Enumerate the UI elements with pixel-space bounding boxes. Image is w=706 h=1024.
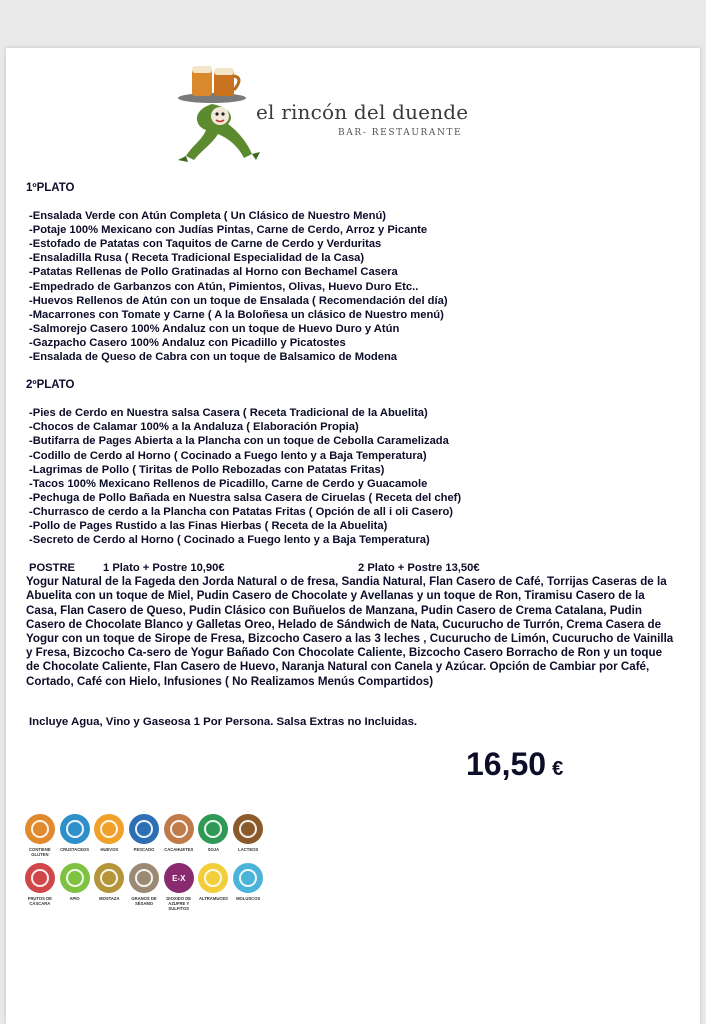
allergen-label: DIOXIDO DE AZUFRE Y SULFITOS: [166, 896, 192, 911]
list-item: -Ensaladilla Rusa ( Receta Tradicional Especialidad de la Casa): [29, 252, 365, 265]
allergen-mark: E-X: [172, 873, 186, 883]
allergen-item: [59, 814, 91, 857]
soy-icon: [198, 814, 228, 844]
allergen-item: [59, 863, 91, 911]
second-course-list: [29, 406, 686, 547]
allergen-label: MOLUSCOS: [236, 896, 261, 901]
crab-icon: [60, 814, 90, 844]
celery-icon: [60, 863, 90, 893]
list-item: -Potaje 100% Mexicano con Judías Pintas, Carne de Cerdo, Arroz y Picante: [29, 224, 428, 237]
second-course-title: 2ºPLATO: [26, 379, 75, 392]
list-item: -Gazpacho Casero 100% Andaluz con Picadillo y Picatostes: [29, 336, 346, 349]
list-item: -Chocos de Calamar 100% a la Andaluza ( Elaboración Propia): [29, 421, 359, 434]
list-item: -Pechuga de Pollo Bañada en Nuestra salsa Casera de Ciruelas ( Receta del chef): [29, 491, 462, 504]
allergen-label: CRUSTACEOS: [60, 847, 90, 852]
allergen-item: [163, 863, 195, 911]
nut-icon: [25, 863, 55, 893]
list-item: -Pollo de Pages Rustido a las Finas Hierbas ( Receta de la Abuelita): [29, 519, 388, 532]
allergen-item: [93, 814, 125, 857]
allergen-row: [24, 863, 264, 911]
list-item: -Patatas Rellenas de Pollo Gratinadas al Horno con Bechamel Casera: [29, 266, 398, 279]
allergen-item: [24, 863, 56, 911]
allergen-label: PESCADO: [133, 847, 155, 852]
allergen-label: HUEVOS: [100, 847, 119, 852]
allergen-item: [93, 863, 125, 911]
list-item: -Churrasco de cerdo a la Plancha con Patatas Fritas ( Opción de all i oli Casero): [29, 505, 454, 518]
allergen-legend: [24, 814, 264, 911]
egg-icon: [94, 814, 124, 844]
list-item: -Macarrones con Tomate y Carne ( A la Boloñesa un clásico de Nuestro menú): [29, 308, 444, 321]
allergen-item: [24, 814, 56, 857]
list-item: -Tacos 100% Mexicano Rellenos de Picadillo, Carne de Cerdo y Guacamole: [29, 477, 428, 490]
list-item: -Estofado de Patatas con Taquitos de Carne de Cerdo y Verduritas: [29, 238, 382, 251]
allergen-item: [128, 863, 160, 911]
sesame-icon: [129, 863, 159, 893]
price-currency: €: [552, 758, 564, 780]
price-amount: 16,50: [466, 746, 547, 782]
allergen-label: APIO: [69, 896, 80, 901]
peanut-icon: [164, 814, 194, 844]
allergen-label: CONTIENE GLUTEN: [29, 847, 51, 857]
allergen-item: [163, 814, 195, 857]
allergen-label: FRUTOS DE CÁSCARA: [27, 896, 52, 906]
allergen-row: [24, 814, 264, 857]
allergen-label: CACAHUETES: [164, 847, 194, 852]
list-item: -Salmorejo Casero 100% Andaluz con un toque de Huevo Duro y Atún: [29, 322, 400, 335]
includes-note: Incluye Agua, Vino y Gaseosa 1 Por Persona. Salsa Extras no Incluidas.: [29, 715, 418, 728]
list-item: -Codillo de Cerdo al Horno ( Cocinado a Fuego lento y a Baja Temperatura): [29, 449, 427, 462]
list-item: -Empedrado de Garbanzos con Atún, Pimientos, Olivas, Huevo Duro Etc..: [29, 280, 419, 293]
list-item: -Lagrimas de Pollo ( Tiritas de Pollo Rebozadas con Patatas Fritas): [29, 463, 385, 476]
first-course-title: 1ºPLATO: [26, 182, 75, 194]
fish-icon: [129, 814, 159, 844]
list-item: -Ensalada de Queso de Cabra con un toque de Balsamico de Modena: [29, 351, 398, 364]
allergen-item: [232, 863, 264, 911]
list-item: -Pies de Cerdo en Nuestra salsa Casera ( Receta Tradicional de la Abuelita): [29, 407, 428, 420]
list-item: -Secreto de Cerdo al Horno ( Cocinado a Fuego lento y a Baja Temperatura): [29, 534, 430, 547]
logo-subtitle: BAR- RESTAURANTE: [338, 128, 463, 138]
dessert-label: POSTRE: [29, 562, 76, 575]
allergen-label: GRANOS DE SÉSAMO: [131, 896, 157, 906]
list-item: -Ensalada Verde con Atún Completa ( Un Clásico de Nuestro Menú): [29, 210, 387, 223]
lupin-icon: [198, 863, 228, 893]
allergen-item: [232, 814, 264, 857]
allergen-item: [198, 863, 230, 911]
allergen-item: [198, 814, 230, 857]
milk-icon: [233, 814, 263, 844]
mustard-icon: [94, 863, 124, 893]
price-two-courses: 2 Plato + Postre 13,50€: [358, 562, 480, 575]
menu-content: [26, 181, 686, 729]
menu-sheet: [6, 48, 700, 1024]
dessert-price-row: [26, 561, 686, 575]
menu-price: [466, 746, 563, 783]
logo-title: el rincón del duende: [256, 100, 469, 124]
allergen-label: SOJA: [207, 847, 220, 852]
list-item: -Huevos Rellenos de Atún con un toque de Ensalada ( Recomendación del día): [29, 294, 448, 307]
wheat-icon: [25, 814, 55, 844]
price-one-course: 1 Plato + Postre 10,90€: [103, 562, 225, 575]
allergen-item: [128, 814, 160, 857]
allergen-label: ALTRAMUCES: [198, 896, 228, 901]
list-item: -Butifarra de Pages Abierta a la Plancha con un toque de Cebolla Caramelizada: [29, 435, 449, 448]
sulphite-icon: [164, 863, 194, 893]
restaurant-logo: [172, 64, 469, 174]
shell-icon: [233, 863, 263, 893]
allergen-label: LACTEOS: [238, 847, 259, 852]
first-course-list: [29, 209, 686, 364]
allergen-label: MOSTAZA: [99, 896, 120, 901]
goblin-waiter-icon: [172, 64, 262, 174]
dessert-description: Yogur Natural de la Fageda den Jorda Natural o de fresa, Sandia Natural, Flan Casero de Café, Torrijas Caseras de la Abuelita con un toque de Miel, Pudin Casero de Chocolate y Avellanas y un toque de Ron, Tiramisu Casero de la Casa, Flan Casero de Queso, Pudin Clásico con Buñuelos de Manzana, Pudin Casero de Crema Catalana, Pudin Casero de Chocolate Blanco y Galletas Oreo, Helado de Sándwich de Nata, Cucurucho de Turrón, Crema Casera de Yogur con un toque de Sirope de Fresa, Bizcocho Casero a las 3 leches , Cucurucho de Limón, Cucurucho de Vainilla y Fresa, Bizcocho Ca-sero de Yogur Bañado Con Chocolate Caliente, Bizcocho Casero Borracho de Ron y un toque de Chocolate Caliente, Flan Casero de Huevo, Naranja Natural con Canela y Azúcar. Opción de Cambiar por Café, Cortado, Café con Hielo, Infusiones ( No Realizamos Menús Compartidos): [26, 575, 674, 688]
